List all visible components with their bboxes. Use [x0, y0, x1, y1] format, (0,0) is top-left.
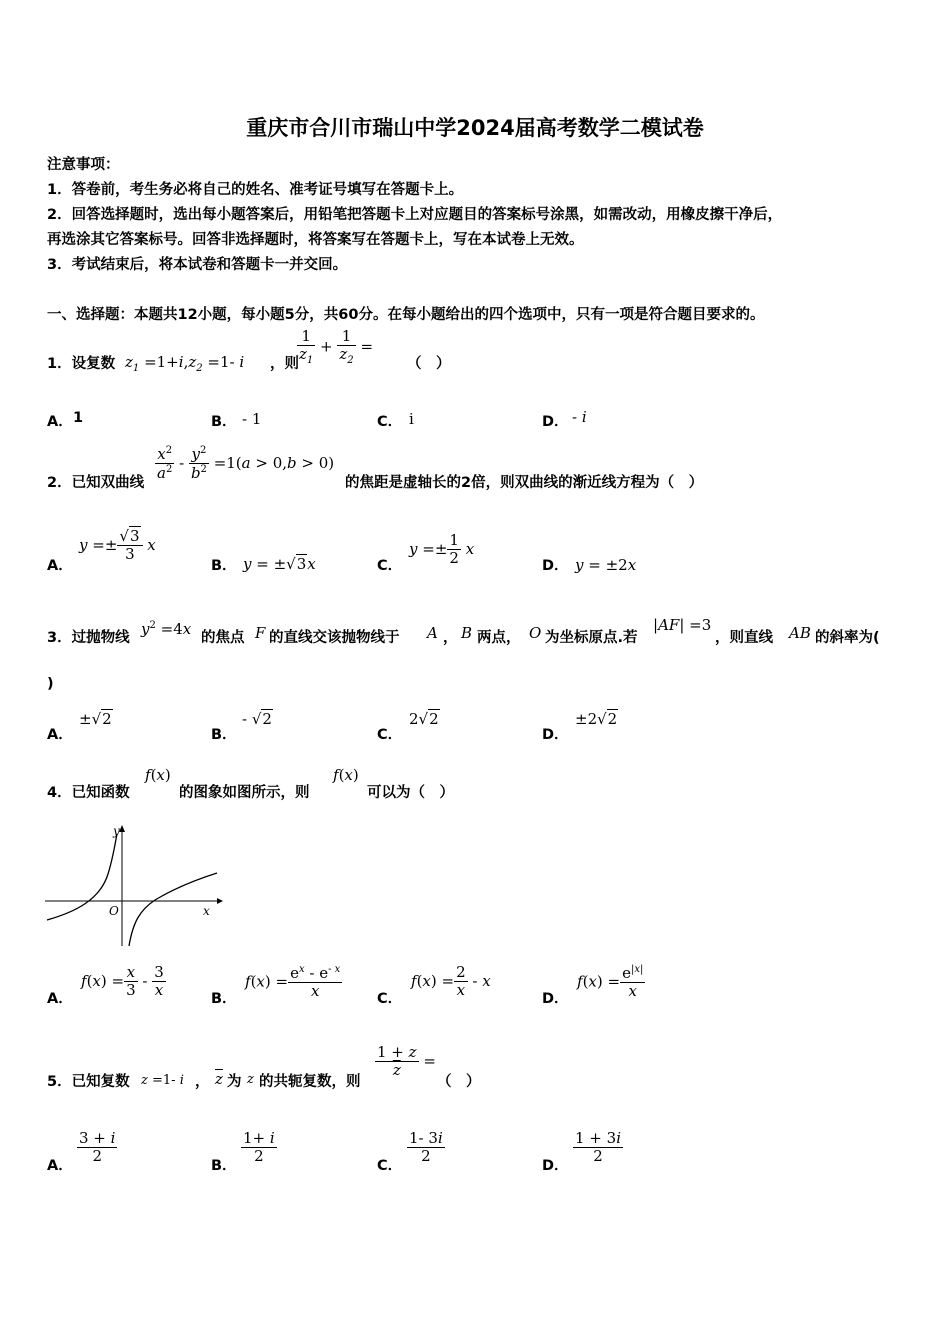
- q3-t3: ，: [443, 630, 458, 646]
- q2-text: 的焦距是虚轴长的2倍，则双曲线的渐近线方程为（ ）: [345, 475, 704, 491]
- left-branch-curve: [47, 834, 117, 920]
- q3-opt-a-label: A．: [47, 727, 73, 743]
- q5-z-conjugate: $\overline{z}$: [215, 1070, 223, 1088]
- q3-t7: 的斜率为(: [815, 630, 880, 646]
- q2-hyperbola-equation: $\frac{x^2}{a^2}$ - $\frac{y^2}{b^2}$ =1(a > 0,b > 0): [157, 445, 335, 483]
- q5-opt-d: $\frac{1 + 3i}{2}$: [575, 1129, 622, 1166]
- q1-opt-b: - 1: [242, 410, 262, 428]
- q4-fx-2: f(x): [333, 766, 359, 784]
- q5-opt-b: $\frac{1+ i}{2}$: [243, 1129, 275, 1166]
- q1-opt-a: 1: [73, 410, 84, 426]
- q5-opt-b-label: B．: [211, 1158, 237, 1174]
- note-2a: 2．回答选择题时，选出每小题答案后，用铅笔把答题卡上对应题目的答案标号涂黑，如需改动，用橡皮擦干净后，: [47, 207, 783, 223]
- q3-t5: 为坐标原点.若: [545, 630, 638, 646]
- q5-expression: $\frac{1 + z}{z}$ =: [377, 1043, 436, 1080]
- q1-blank: （ ）: [407, 356, 451, 372]
- question-5: [47, 1044, 927, 1094]
- q4-function-graph: [45, 822, 225, 950]
- note-3: 3．考试结束后，将本试卷和答题卡一并交回。: [47, 257, 348, 273]
- q3-opt-a: ±√2: [79, 710, 112, 728]
- q2-opt-a-label: A．: [47, 558, 73, 574]
- q3-line-ab: AB: [789, 624, 811, 642]
- q3-opt-c-label: C．: [377, 727, 403, 743]
- q1-opt-d-label: D．: [542, 414, 569, 430]
- q3-origin: O: [529, 624, 542, 642]
- q3-opt-d-label: D．: [542, 727, 569, 743]
- q1-z-values: $z_1 =1+i,z_2 =1-$ i: [125, 353, 245, 374]
- q5-z-value: z =1- i: [141, 1073, 184, 1088]
- question-4: [47, 764, 927, 800]
- q5-opt-a: $\frac{3 + i}{2}$: [79, 1129, 116, 1166]
- section-heading: 一、选择题：本题共12小题，每小题5分，共60分。在每小题给出的四个选项中，只有一项是符合题目要求的。: [47, 307, 765, 323]
- q2-opt-c-label: C．: [377, 558, 403, 574]
- q1-prefix: 1．设复数: [47, 356, 116, 372]
- q4-opt-b-label: B．: [211, 991, 237, 1007]
- q5-prefix: 5．已知复数: [47, 1074, 130, 1090]
- q1-opt-b-label: B．: [211, 414, 237, 430]
- q3-af-length: |AF| =3: [653, 616, 712, 634]
- q5-options: [47, 1128, 927, 1178]
- q3-parabola: $y^2 =4x$: [141, 620, 192, 638]
- q2-opt-a: y =± $\frac{√3}{3}$ x: [79, 527, 156, 564]
- q4-opt-d-label: D．: [542, 991, 569, 1007]
- q3-opt-b-label: B．: [211, 727, 237, 743]
- q4-opt-b: f(x) = $\frac{e^x - e^{- x}}{x}$: [245, 964, 341, 1001]
- q4-opt-c: f(x) = $\frac{2}{x}$ - x: [411, 963, 491, 1000]
- q4-t1: 的图象如图所示，则: [179, 785, 310, 801]
- y-axis-arrow-icon: [119, 825, 125, 832]
- q2-prefix: 2．已知双曲线: [47, 475, 145, 491]
- q2-opt-d-label: D．: [542, 558, 569, 574]
- q3-focus: F: [255, 624, 266, 642]
- q3-close: ): [47, 676, 54, 692]
- q2-opt-b-label: B．: [211, 558, 237, 574]
- q5-t1: ，: [195, 1074, 210, 1090]
- q3-point-a: A: [427, 624, 438, 642]
- q1-mid: ，则: [270, 356, 299, 372]
- q3-t1: 的焦点: [201, 630, 245, 646]
- page-title: 重庆市合川市瑞山中学2024届高考数学二模试卷: [246, 116, 704, 140]
- q1-opt-c: i: [409, 410, 414, 428]
- q3-opt-b: - √2: [242, 710, 272, 728]
- q3-t2: 的直线交该抛物线于: [269, 630, 400, 646]
- notes-heading: 注意事项：: [47, 157, 120, 173]
- q5-z: z: [247, 1072, 254, 1087]
- q3-opt-d: ±2√2: [575, 710, 618, 728]
- origin-label: O: [109, 904, 119, 918]
- q4-fx-1: f(x): [145, 766, 171, 784]
- q1-opt-a-label: A．: [47, 414, 73, 430]
- q5-opt-a-label: A．: [47, 1158, 73, 1174]
- x-axis-label: x: [203, 904, 210, 918]
- q4-t2: 可以为（ ）: [367, 785, 454, 801]
- q2-opt-c: y =± $\frac{1}{2}$ x: [409, 531, 475, 568]
- x-axis-arrow-icon: [217, 898, 223, 904]
- q5-opt-d-label: D．: [542, 1158, 569, 1174]
- note-2b: 再选涂其它答案标号。回答非选择题时，将答案写在答题卡上，写在本试卷上无效。: [47, 232, 584, 248]
- q2-opt-d: y = ±2x: [575, 556, 637, 574]
- q4-opt-a: f(x) = $\frac{x}{3}$ - $\frac{3}{x}$: [81, 963, 164, 1000]
- q5-opt-c-label: C．: [377, 1158, 403, 1174]
- q2-opt-b: y = ±√3x: [243, 555, 316, 573]
- q4-opt-c-label: C．: [377, 991, 403, 1007]
- q3-t6: ，则直线: [715, 630, 773, 646]
- q5-t2: 为: [227, 1074, 242, 1090]
- q3-prefix: 3．过抛物线: [47, 630, 130, 646]
- q5-blank: （ ）: [437, 1074, 481, 1090]
- q1-opt-c-label: C．: [377, 414, 403, 430]
- q4-prefix: 4．已知函数: [47, 785, 130, 801]
- q5-opt-c: $\frac{1- 3i}{2}$: [409, 1129, 443, 1166]
- note-1: 1．答卷前，考生务必将自己的姓名、准考证号填写在答题卡上。: [47, 182, 464, 198]
- q3-opt-c: 2√2: [409, 710, 439, 728]
- q5-t3: 的共轭复数，则: [259, 1074, 361, 1090]
- q3-options: [47, 706, 927, 742]
- q4-opt-a-label: A．: [47, 991, 73, 1007]
- y-axis-label: y: [113, 824, 120, 838]
- q3-t4: 两点，: [477, 630, 521, 646]
- q3-point-b: B: [461, 624, 473, 642]
- q1-fraction-sum: $\frac{1}{z_1}$ + $\frac{1}{z_2}$ =: [299, 327, 374, 367]
- q1-opt-d: - i: [572, 408, 587, 426]
- q2-options: [47, 528, 927, 578]
- q4-opt-d: f(x) = $\frac{e^{|x|}}{x}$: [577, 964, 644, 1001]
- q4-options: [47, 962, 927, 1012]
- question-3: [47, 616, 927, 646]
